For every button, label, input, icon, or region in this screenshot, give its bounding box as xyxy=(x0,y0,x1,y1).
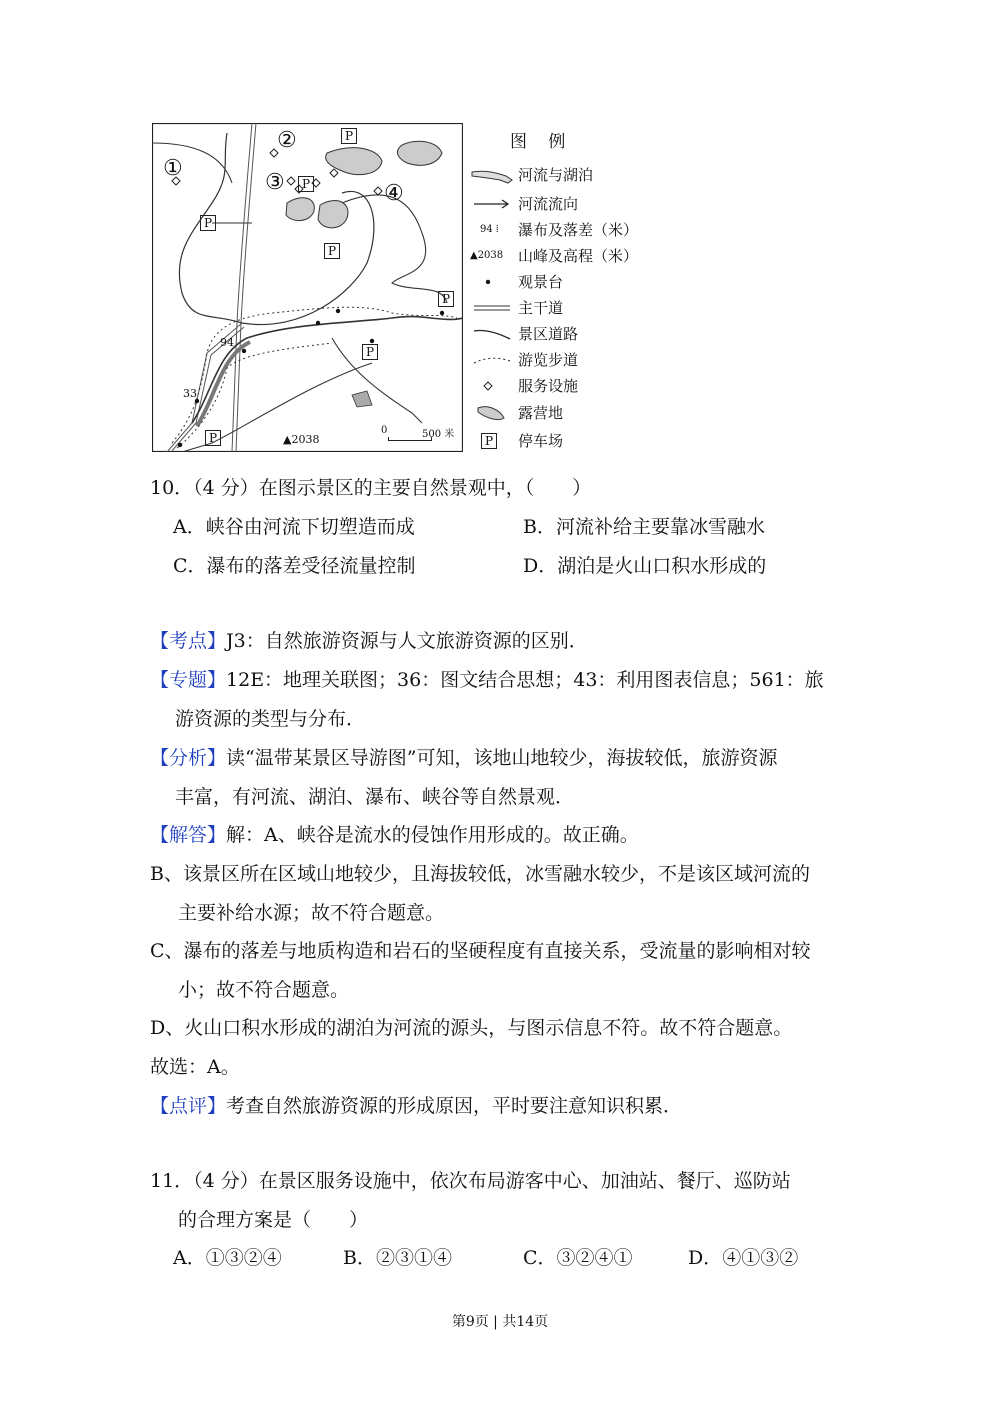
legend-label: 山峰及高程（米） xyxy=(518,247,639,265)
legend-label: 主干道 xyxy=(518,299,564,317)
fenxi-line xyxy=(150,746,777,770)
map-marker-4: ④ xyxy=(384,181,404,206)
parking-icon: P xyxy=(481,433,497,449)
diamond-icon xyxy=(470,375,514,397)
legend-label: 河流与湖泊 xyxy=(518,166,594,184)
peak-elevation-label: ▲2038 xyxy=(283,433,320,446)
answer-c-line1: C、瀑布的落差与地质构造和岩石的坚硬程度有直接关系，受流量的影响相对较 xyxy=(150,940,811,962)
double-line-icon xyxy=(470,297,514,319)
map-marker-2: ② xyxy=(277,128,297,153)
fenxi-tag: 【分析】 xyxy=(150,747,227,769)
answer-b-line2: 主要补给水源；故不符合题意。 xyxy=(178,902,445,924)
fenxi-text: 读“温带某景区导游图”可知，该地山地较少，海拔较低，旅游资源 xyxy=(226,747,778,769)
dianping-text: 考查自然旅游资源的形成原因，平时要注意知识积累． xyxy=(226,1095,683,1117)
legend-label: 景区道路 xyxy=(518,325,579,343)
scale-500: 500 米 xyxy=(422,429,455,440)
waterfall-icon: 94 ⁞ xyxy=(480,224,499,235)
kaodian-tag: 【考点】 xyxy=(150,630,227,652)
answer-b-line1: B、该景区所在区域山地较少，且海拔较低，冰雪融水较少，不是该区域河流的 xyxy=(150,863,810,885)
fenxi-text-cont: 丰富，有河流、湖泊、瀑布、峡谷等自然景观． xyxy=(175,786,575,808)
q10-option-c: C．瀑布的落差受径流量控制 xyxy=(173,555,416,577)
dianping-line xyxy=(150,1094,682,1118)
dotted-line-icon xyxy=(470,349,514,371)
legend-label: 露营地 xyxy=(518,404,564,422)
q11-option-a: A．①③②④ xyxy=(173,1247,282,1269)
waterfall-33-label: 33 xyxy=(183,387,197,400)
answer-d-line: D、火山口积水形成的湖泊为河流的源头，与图示信息不符。故不符合题意。 xyxy=(150,1017,793,1039)
q10-option-b: B．河流补给主要靠冰雪融水 xyxy=(523,516,765,538)
answer-choice: 故选：A。 xyxy=(150,1056,240,1078)
parking-sign: P xyxy=(324,243,340,259)
answer-c-line2: 小；故不符合题意。 xyxy=(178,979,350,1001)
parking-sign: P xyxy=(362,344,378,360)
legend-label: 河流流向 xyxy=(518,195,579,213)
legend-item-peak xyxy=(470,245,670,267)
legend-item-main-road xyxy=(470,297,670,319)
legend-item-camp xyxy=(470,402,670,424)
zhuanti-line xyxy=(150,668,824,692)
legend-item-service xyxy=(470,375,670,397)
legend-label: 服务设施 xyxy=(518,377,579,395)
arrow-right-icon xyxy=(470,193,514,215)
scale-zero: 0 xyxy=(381,425,388,436)
map-marker-3: ③ xyxy=(265,170,285,195)
page-footer: 第9页 | 共14页 xyxy=(451,1314,549,1330)
parking-sign: P xyxy=(200,215,216,231)
map-marker-1: ① xyxy=(163,156,183,181)
river-lake-icon xyxy=(470,164,514,186)
q11-option-d: D．④①③② xyxy=(688,1247,799,1269)
kaodian-line xyxy=(150,629,588,653)
kaodian-text: J3：自然旅游资源与人文旅游资源的区别． xyxy=(226,630,588,652)
q10-stem: 10．（4 分）在图示景区的主要自然景观中，（ ） xyxy=(150,477,592,499)
zhuanti-tag: 【专题】 xyxy=(150,669,227,691)
parking-sign: P xyxy=(298,176,314,192)
legend-label: 停车场 xyxy=(518,432,564,450)
legend-item-trail xyxy=(470,349,670,371)
legend-label: 游览步道 xyxy=(518,351,579,369)
legend-label: 瀑布及落差（米） xyxy=(518,221,639,239)
parking-sign: P xyxy=(341,128,357,144)
legend-label: 观景台 xyxy=(518,273,564,291)
jieda-line xyxy=(150,823,639,847)
parking-sign: P xyxy=(438,291,454,307)
curve-line-icon xyxy=(470,323,514,345)
camp-icon xyxy=(470,402,514,424)
legend-item-river-lake xyxy=(470,164,670,186)
q11-option-c: C．③②④① xyxy=(523,1247,633,1269)
map-frame xyxy=(153,124,463,452)
waterfall-94-label: 94 xyxy=(220,336,234,349)
q11-option-b: B．②③①④ xyxy=(343,1247,452,1269)
parking-sign: P xyxy=(205,430,221,446)
jieda-tag: 【解答】 xyxy=(150,824,227,846)
legend-item-waterfall xyxy=(470,219,670,241)
q10-option-d: D．湖泊是火山口积水形成的 xyxy=(523,555,767,577)
zhuanti-text: 12E：地理关联图；36：图文结合思想；43：利用图表信息；561：旅 xyxy=(226,669,824,691)
legend-item-viewpoint xyxy=(470,271,670,293)
dianping-tag: 【点评】 xyxy=(150,1095,227,1117)
zhuanti-text-cont: 游资源的类型与分布． xyxy=(175,708,366,730)
dot-icon xyxy=(470,271,514,293)
q10-option-a: A．峡谷由河流下切塑造而成 xyxy=(173,516,415,538)
q11-stem-line2: 的合理方案是（ ） xyxy=(178,1209,369,1231)
legend-title: 图 例 xyxy=(510,132,574,152)
scenic-area-map xyxy=(152,123,463,452)
legend-item-parking xyxy=(470,430,670,452)
jieda-text: 解：A、峡谷是流水的侵蚀作用形成的。故正确。 xyxy=(226,824,639,846)
legend-item-flow xyxy=(470,193,670,215)
legend-item-scenic-road xyxy=(470,323,670,345)
q11-stem-line1: 11．（4 分）在景区服务设施中，依次布局游客中心、加油站、餐厅、巡防站 xyxy=(150,1170,791,1192)
peak-icon: ▲2038 xyxy=(470,250,504,261)
